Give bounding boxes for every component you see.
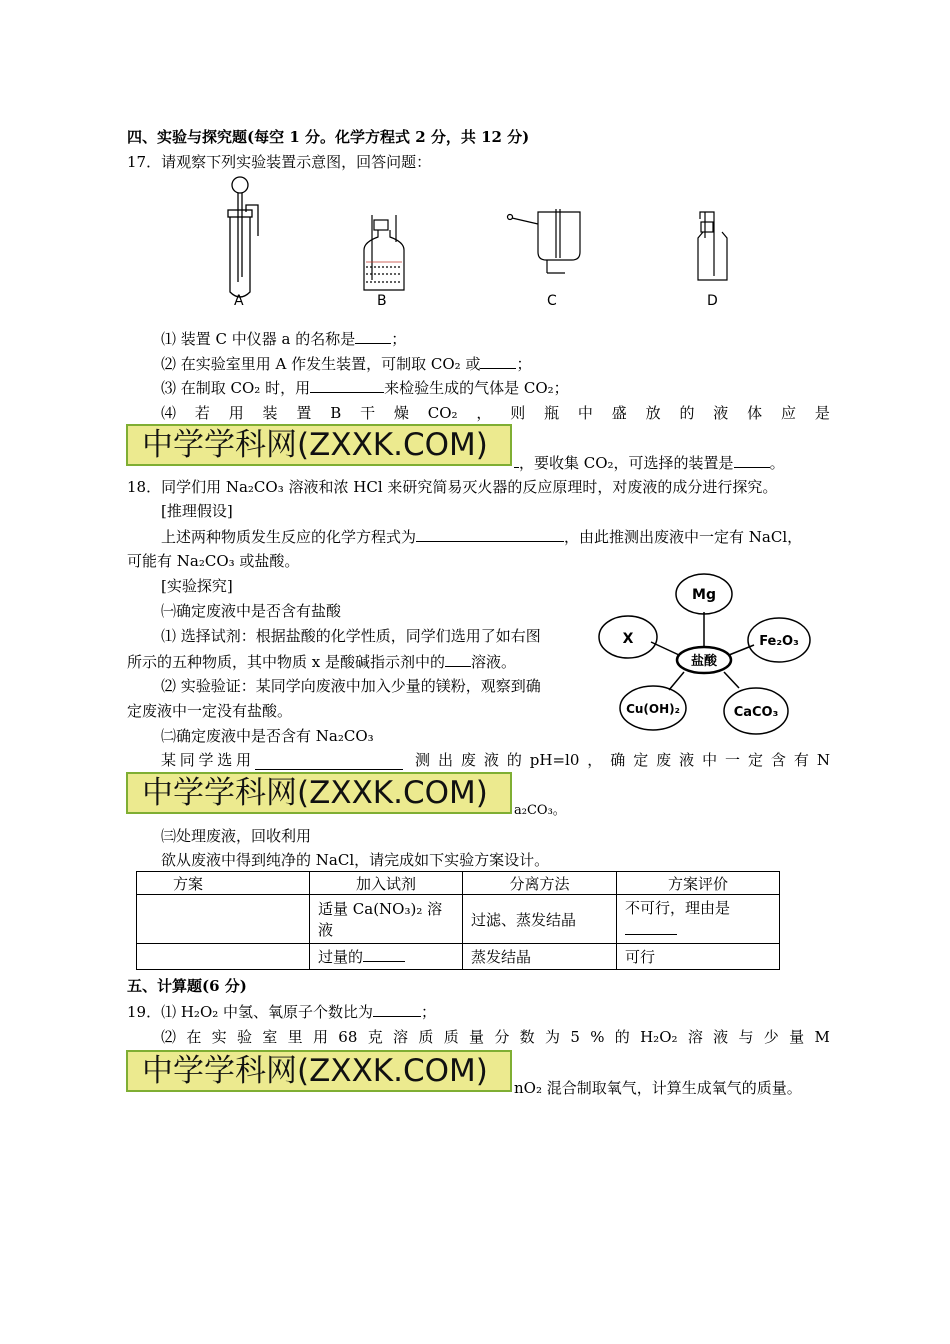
q19-part2-tail: nO₂ 混合制取氧气，计算生成氧气的质量。 <box>514 1079 802 1097</box>
exp-part3-word: ， <box>587 751 603 769</box>
q17-part2: ⑵ 在实验室里用 A 作发生装置，可制取 CO₂ 或 ； <box>161 355 532 373</box>
q19-part2 <box>161 1027 830 1047</box>
section-4-title: 四、实验与探究题(每空 1 分。化学方程式 2 分，共 12 分) <box>127 128 530 146</box>
q19-part2-word: 68 <box>338 1028 358 1046</box>
header-reagent: 加入试剂 <box>310 872 463 895</box>
blank-instrument-a[interactable] <box>355 328 391 344</box>
q19-part2-word: 克 <box>367 1028 383 1046</box>
blank-ph-tool[interactable] <box>255 754 403 770</box>
q17-part4-word: B <box>330 404 342 422</box>
table-header-row <box>137 872 780 895</box>
node-x: X <box>622 631 634 647</box>
q17-part4-word: 盛 <box>611 404 627 422</box>
q17-part4-word: 干 <box>360 404 376 422</box>
q19-part2-word: 液 <box>713 1028 729 1046</box>
q19-part2-word: 溶 <box>393 1028 409 1046</box>
exp-part3-word: 一 <box>725 751 741 769</box>
exp-part3-word: 中 <box>702 751 718 769</box>
q19-part2-word: 少 <box>763 1028 779 1046</box>
exp-part3-line1 <box>161 750 830 770</box>
q17-part4-word: 放 <box>645 404 661 422</box>
exp-part1-title: ㈠确定废液中是否含有盐酸 <box>161 602 342 620</box>
q19-part2-word: 里 <box>287 1028 303 1046</box>
q19-part2-word: 量 <box>789 1028 805 1046</box>
header-evaluation: 方案评价 <box>617 872 780 895</box>
table-row <box>137 944 780 970</box>
q17-part4-word: 装 <box>262 404 278 422</box>
q19-part2-word: 为 <box>545 1028 561 1046</box>
q19-part2-word: 5 <box>570 1028 580 1046</box>
exp-part3-word: 液 <box>483 751 499 769</box>
apparatus-c <box>508 209 581 273</box>
table-cell: 不可行，理由是 <box>617 895 780 944</box>
apparatus-a <box>228 177 258 297</box>
exp-part3-title: ㈡确定废液中是否含有 Na₂CO₃ <box>161 727 374 745</box>
table-cell <box>137 944 310 970</box>
q19-part2-word: 验 <box>236 1028 252 1046</box>
q19-part2-word: ⑵ <box>161 1028 177 1046</box>
q17-part4-word: 燥 <box>393 404 409 422</box>
q17-part4-word: ， <box>476 404 492 422</box>
q17-part4-word: 中 <box>577 404 593 422</box>
exp-part3-word: 同 <box>179 751 195 769</box>
hypothesis-heading: [推理假设] <box>161 502 233 520</box>
q17-part4 <box>161 403 830 423</box>
q19-part2-word: 用 <box>312 1028 328 1046</box>
q17-part3: ⑶ 在制取 CO₂ 时，用 来检验生成的气体是 CO₂； <box>161 379 569 397</box>
question-18: 18．同学们用 Na₂CO₃ 溶液和浓 HCl 来研究简易灭火器的反应原理时，对废液的成分进行探究。 <box>127 478 778 496</box>
q17-part4-word: CO₂ <box>427 404 458 422</box>
table-cell: 过滤、蒸发结晶 <box>463 895 617 944</box>
exp-part3-word: 出 <box>437 751 453 769</box>
hypothesis-line1: 上述两种物质发生反应的化学方程式为 ，由此推测出废液中一定有 NaCl， <box>161 528 803 546</box>
blank-equation[interactable] <box>416 526 564 542</box>
q17-part4-word: 置 <box>296 404 312 422</box>
label-b: B <box>377 293 387 309</box>
header-separation: 分离方法 <box>463 872 617 895</box>
q17-part4-word: 若 <box>194 404 210 422</box>
apparatus-figure <box>190 172 750 312</box>
exp-part3-word: 有 <box>793 751 809 769</box>
question-17: 17．请观察下列实验装置示意图，回答问题： <box>127 153 432 171</box>
exp-part4-intro: 欲从废液中得到纯净的 NaCl，请完成如下实验方案设计。 <box>161 851 550 869</box>
q17-part4-word: 用 <box>228 404 244 422</box>
node-caco3: CaCO₃ <box>733 705 779 720</box>
q19-part2-word: M <box>814 1028 830 1046</box>
table-cell: 过量的 <box>310 944 463 970</box>
q17-part1: ⑴ 装置 C 中仪器 a 的名称是 ； <box>161 330 407 348</box>
exp-part4-title: ㈢处理废液，回收利用 <box>161 827 312 845</box>
watermark-banner: 中学学科网(ZXXK.COM) <box>126 1050 512 1092</box>
q19-part2-word: 溶 <box>687 1028 703 1046</box>
blank-collect-apparatus[interactable] <box>734 452 770 468</box>
q19-part2-word: 质 <box>443 1028 459 1046</box>
apparatus-b <box>364 215 404 290</box>
exp-part3-word: pH=l0 <box>529 751 580 769</box>
table-cell: 可行 <box>617 944 780 970</box>
blank-reason[interactable] <box>625 919 677 935</box>
exp-part3-line2: a₂CO₃。 <box>514 803 566 818</box>
exp-part2-line1: ⑵ 实验验证：某同学向废液中加入少量的镁粉，观察到确 <box>161 677 541 695</box>
exp-part3-word: 用 <box>235 751 251 769</box>
plan-table <box>136 871 780 970</box>
exp-part3-word: 定 <box>747 751 763 769</box>
exp-part1-line2: 所示的五种物质，其中物质 x 是酸碱指示剂中的 溶液。 <box>127 653 517 671</box>
exp-part3-word: 含 <box>770 751 786 769</box>
q19-part2-word: 室 <box>262 1028 278 1046</box>
q17-part4-word: 则 <box>510 404 526 422</box>
watermark-banner: 中学学科网(ZXXK.COM) <box>126 424 512 466</box>
label-d: D <box>707 293 718 309</box>
table-cell: 适量 Ca(NO₃)₂ 溶液 <box>310 895 463 944</box>
q19-part2-word: 与 <box>738 1028 754 1046</box>
q19-part2-word: 在 <box>186 1028 202 1046</box>
q19-part2-word: 实 <box>211 1028 227 1046</box>
exp-part3-word: N <box>816 751 830 769</box>
blank-reagent[interactable] <box>363 946 405 962</box>
q17-part4-word: ⑷ <box>161 404 177 422</box>
label-c: C <box>547 293 557 309</box>
experiment-heading: [实验探究] <box>161 577 233 595</box>
q17-part4-word: 体 <box>747 404 763 422</box>
blank-gas[interactable] <box>480 353 516 369</box>
exp-part3-word: 废 <box>656 751 672 769</box>
exp-part3-word: 定 <box>633 751 649 769</box>
section-5-title: 五、计算题(6 分) <box>127 977 247 995</box>
node-cuoh2: Cu(OH)₂ <box>626 702 680 716</box>
watermark-banner: 中学学科网(ZXXK.COM) <box>126 772 512 814</box>
table-row <box>137 895 780 944</box>
table-cell <box>137 895 310 944</box>
blank-test-reagent[interactable] <box>310 377 384 393</box>
exp-part3-word: 某 <box>161 751 177 769</box>
label-a: A <box>234 293 244 309</box>
hypothesis-line2: 可能有 Na₂CO₃ 或盐酸。 <box>127 552 300 570</box>
q17-part4-word: 的 <box>679 404 695 422</box>
q17-part4-word: 瓶 <box>544 404 560 422</box>
q19-part2-word: 数 <box>519 1028 535 1046</box>
exp-part3-word: 确 <box>610 751 626 769</box>
q19-part2-word: 分 <box>494 1028 510 1046</box>
exp-part3-word: 学 <box>198 751 214 769</box>
apparatus-d <box>698 212 727 280</box>
q17-part4-word: 液 <box>713 404 729 422</box>
q19-part2-word: % <box>590 1028 605 1046</box>
q17-part4-tail: ，要收集 CO₂，可选择的装置是 。 <box>514 452 785 473</box>
exp-part3-word: 选 <box>217 751 233 769</box>
node-fe2o3: Fe₂O₃ <box>759 634 799 649</box>
q19-part2-word: 量 <box>469 1028 485 1046</box>
blank-indicator[interactable] <box>445 651 471 667</box>
q19-part2-word: 质 <box>418 1028 434 1046</box>
blank-atom-ratio[interactable] <box>373 1001 421 1017</box>
node-hydrochloric-acid: 盐酸 <box>690 654 718 669</box>
acid-properties-diagram <box>594 570 814 735</box>
q19-part2-word: H₂O₂ <box>640 1028 678 1046</box>
exp-part3-word: 测 <box>415 751 431 769</box>
node-mg: Mg <box>692 587 716 603</box>
header-plan: 方案 <box>137 872 310 895</box>
exp-part3-word: 液 <box>679 751 695 769</box>
q19-part1: 19．⑴ H₂O₂ 中氢、氧原子个数比为 ； <box>127 1003 437 1021</box>
table-cell: 蒸发结晶 <box>463 944 617 970</box>
exp-part2-line2: 定废液中一定没有盐酸。 <box>127 702 293 720</box>
q17-part4-word: 应 <box>780 404 796 422</box>
exp-part3-word: 废 <box>460 751 476 769</box>
q17-part4-word: 是 <box>814 404 830 422</box>
exp-part1-line1: ⑴ 选择试剂：根据盐酸的化学性质，同学们选用了如右图 <box>161 627 541 645</box>
exp-part3-word: 的 <box>506 751 522 769</box>
q19-part2-word: 的 <box>614 1028 630 1046</box>
